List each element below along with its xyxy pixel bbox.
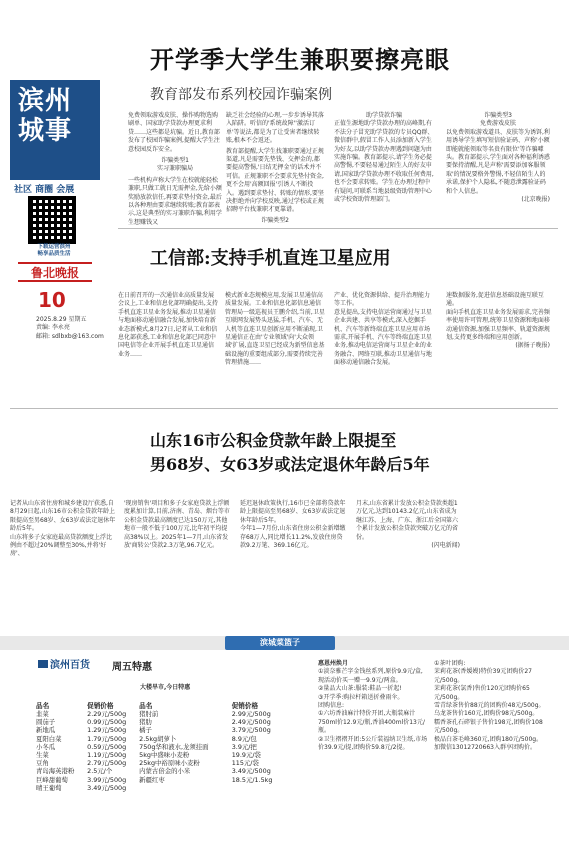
list-item: ②卫生褶褶开团:5公斤装福纳卫生纸,市场价39.9元/提,团购价59.8元/2提。	[318, 735, 428, 752]
table-cell: 0.99元/500g	[87, 718, 127, 727]
list-item: 糯香茶孔石碎银子售价198元,团购价108元/500g。	[434, 718, 543, 735]
issue-date: 2025.8.29 星期五	[36, 316, 87, 323]
table-cell: 1.19元/500g	[87, 751, 127, 760]
table-cell: 1.29元/500g	[87, 726, 127, 735]
table-row	[36, 767, 286, 775]
article2-headline: 工信部:支持手机直连卫星应用	[150, 248, 391, 269]
store-logo	[38, 656, 90, 671]
article3-col4	[356, 500, 460, 550]
table-cell: 19.9元/袋	[231, 751, 261, 760]
price-table	[36, 700, 286, 792]
table-row	[36, 776, 286, 784]
page-number: 10	[38, 288, 66, 312]
table-cell: 晴王葡萄	[36, 783, 62, 792]
table-cell: 猪肘前	[139, 710, 159, 718]
article1-col1-text: 免费领取游戏皮肤、操作购物选购刷单、国家助学贷款办理更求利贷……这些都是坑骗。近日,教育部发布了校园诈骗案例,提醒大学生注意校园反诈安全。	[128, 112, 220, 153]
col-header: 品名	[36, 702, 50, 710]
table-row	[36, 784, 286, 792]
table-row	[36, 710, 286, 718]
issue-meta	[36, 316, 106, 341]
article1-col3-body: 正值生源地助学贷款办理的高峰期,有不法分子冒充助学贷款的专员QQ群、微信群中,假冒工作人员添加新入学生为好友,以助学贷款办理遇到问题为由实施诈骗。教育部提示,请学生务必提高警惕,不要轻易通过陌生人的好友申请,国家助学贷款办理不收取任何费用,也不会要求转账。学生在办理过程中有疑问,可联系当地县级资助管理中心或学校资助管理部门。	[334, 120, 434, 204]
table-cell: 2.49元/500g	[231, 718, 271, 727]
table-cell: 0.59元/500g	[87, 742, 127, 751]
issue-editor: 责编: 李永亮	[36, 324, 70, 332]
table-cell: 750g华和液水,龙须挂面	[139, 742, 209, 751]
table-cell: 2.99元/500g	[231, 710, 271, 718]
weekly-special-title: 周五特惠	[112, 662, 152, 673]
divider	[10, 408, 558, 409]
article1-col3-label: 助学贷款诈骗	[365, 112, 402, 119]
article1-col2-more: 教育部提醒,大学生找兼职要通过正规渠道,凡是需要先垫钱、交押金的,都要提高警惕,'日结无押金'的话术并不可信。正规兼职不会要求先垫付资金,更不会用'高额回报'引诱人不断投入。遇到要求垫付、转账的情形,要坚决拒绝并向学校反映,通过学校或正规招聘平台找兼职才更靠谱。	[226, 147, 324, 214]
article1-col2	[226, 112, 324, 225]
table-cell: 圆茄子	[36, 718, 56, 727]
article1-col4-body: 以免费领取游戏道具、皮肤等为诱饵,利用诱导学生填写短信验证码、声称'小额即能就能领取等名贵有限位'等诈骗噱头。教育部提示,学生面对各种福利诱惑要保持清醒,凡是声称'需要添加客服领取'的情况要格外警惕,不轻信陌生人的承诺,保护个人隐私,不随意泄露验证码和个人信息。	[446, 128, 550, 195]
table-cell: 韭菜	[36, 710, 49, 718]
mid-promo-title: 惠恩州焕月	[318, 660, 349, 667]
table-cell: 115元/袋	[231, 759, 259, 768]
article2-source: (据扬子晚报)	[515, 342, 550, 350]
section-subtitle: 社区 商圈 会展	[14, 185, 75, 195]
table-cell	[232, 784, 286, 792]
store-logo-icon	[38, 660, 48, 668]
article3-col3: 延迟退休政策执行,16市已全部将贷款年龄上限提高至男68岁、女63岁或法定退休年龄后5年。 今年1—7月份,山东省住房公积金新增缴存68万人,同比增长11.2%,发放住房贷款9.2万笔、369.16亿元。	[240, 500, 346, 550]
article3-col4-text: 月末,山东省累计发放公积金贷款类超1万亿元,达到10143.2亿元,山东省成为继江苏、上海、广东、浙江后全国第六个累计发放公积金贷款突破万亿元的省份。	[356, 500, 459, 541]
article1-col1-body: 一些机构声称大学生在校就能轻松兼职,只做工就日无需押金,先给小额奖励放款信任,再要求垫付资金,最后以各种理由要求继续转账;教育部表示,这是典型的实习兼职诈骗,利用学生想赚钱又	[128, 176, 222, 226]
article1-col4-label: 诈骗类型3 免费游戏皮肤	[479, 112, 516, 128]
article2-col3: 产业、优化资源供给、提升治理能力等工作。 意见提出,支持电信运营商通过与卫星企业共建、共享等模式,深入挖掘手机、汽车等新终端直连卫星应用市场需求,开展手机、汽车等终端直连卫星业务,推动电信运营商与卫星企业的业务融合、网络互联,推动卫星通信与地面移动通信融合发展。	[334, 292, 432, 367]
table-cell: 豆角	[36, 759, 49, 768]
table-cell: 内蒙古倍金的小米	[139, 767, 191, 776]
store-name: 滨州百货	[50, 660, 90, 671]
article1-col1	[128, 112, 222, 227]
list-item: 雪青绿茶售价88元的团购价48元/500g。	[434, 702, 545, 710]
table-cell: 18.5元/1.5kg	[231, 775, 273, 784]
issue-email: 邮箱: sdlbxb@163.com	[36, 332, 104, 340]
article1-col4-source: (北京晚报)	[521, 196, 550, 204]
price-table-header	[36, 700, 286, 710]
table-cell: 2.79元/500g	[87, 759, 127, 768]
article1-subheadline: 教育部发布系列校园诈骗案例	[150, 87, 332, 103]
list-item: 茉莉花茶(香媛嫚)特价39元团购价27元/500g。	[434, 668, 532, 684]
table-cell: 青岛海英港粉	[36, 767, 75, 776]
list-item: 乌龙茶售价160元,团购价98元/500g。	[434, 710, 539, 718]
article1-col2-label: 诈骗类型2	[261, 216, 289, 224]
table-cell: 2.5kg胡萝卜	[139, 734, 177, 743]
article1-col2-text: 缺乏社会经验的心理,一步步诱导其落入陷阱。听信的'系统故障''激活订单'等说法,都是为了让受害者继续转账,根本不会返还。	[226, 112, 324, 145]
table-cell: 3.79元/500g	[231, 726, 271, 735]
table-cell	[139, 784, 232, 792]
list-item: 极品白茶毛峰360元,团购180元/500g。	[434, 735, 543, 743]
article2-col4-text: 速数据服务,促进信息基础设施互联互通。 面向手机直连卫星业务发展需求,完善频率使用许可管理,统筹卫星资源和地面移动通信资源,加强卫星频率、轨道资源规划,支持更多终端和应用创新。	[446, 292, 550, 342]
table-cell: 新地瓜	[36, 726, 56, 735]
tea-promo-list	[434, 668, 546, 752]
article3-headline-line1: 山东16市公积金贷款年龄上限提至	[150, 431, 397, 450]
list-item: ①六坊香油麻汁特价开团,大瓶装麻汁750ml价12.9元/瓶,香油400ml价13元/瓶。	[318, 710, 425, 735]
article1-headline: 开学季大学生兼职要擦亮眼	[150, 45, 450, 74]
table-cell: 新疆红枣	[139, 775, 165, 784]
col-header: 品名	[139, 702, 153, 710]
table-cell: 巨峰甜葡萄	[36, 775, 68, 784]
table-row	[36, 718, 286, 726]
list-item: 团购信息:	[318, 702, 345, 710]
list-item: 茉莉花茶(氯香)售价120元团购价65元/500g。	[434, 685, 530, 701]
table-cell: 3.49元/500g	[87, 783, 127, 792]
article3-col2: '现房销售'项目和多子女家庭贷款上浮额度累加计算,目前,济南、青岛、烟台等市公积金贷款最高额度已达150万元,其他地市一般不低于100万元,比年初平均提高38%以上。2025年1—7月,山东省发放'商转公'贷款2.3万笔,96.7亿元。	[124, 500, 230, 550]
table-cell: 夏阳白菜	[36, 734, 62, 743]
article1-col3	[334, 112, 434, 204]
table-cell: 3.49元/500g	[231, 767, 271, 776]
col-header: 促销价格	[87, 702, 114, 710]
qr-code-icon[interactable]	[28, 196, 76, 244]
table-cell: 生菜	[36, 751, 49, 760]
table-cell: 1.79元/500g	[87, 734, 127, 743]
divider	[118, 228, 558, 229]
article2-col4	[446, 292, 550, 351]
article1-col1-label: 诈骗类型1 实习兼职骗局	[156, 157, 193, 173]
table-cell: 猪肋	[139, 718, 152, 727]
tea-promo-title: ①茶叶团购:	[434, 660, 466, 667]
tea-promo-column	[434, 660, 546, 752]
table-cell: 2.29元/500g	[87, 710, 127, 718]
table-row	[36, 743, 286, 751]
article3-col1: 记者从山东省住房和城乡建设厅获悉,自8月29日起,山东16市公积金贷款年龄上限提高至男68岁、女63岁或法定退休年龄后5年。 山东将多子女家庭最高贷款额度上浮比例由不超过20%调整至30%,并将'好房'、	[10, 500, 116, 558]
table-cell: 25kg中裕原味小麦粉	[139, 759, 200, 768]
article1-col4	[446, 112, 550, 204]
article3-headline-line2: 男68岁、女63岁或法定退休年龄后5年	[150, 455, 430, 474]
mid-promo-list	[318, 668, 428, 752]
newspaper-logo: 鲁北晚报	[18, 262, 92, 282]
article2-col2: 模式新业态规模应用,发展卫星通信高质量发展。工业和信息化部信息通信管理局一级巡视员王鹏介绍,当前,卫星互联网发展势头迅猛,手机、汽车、无人机等直连卫星创新应用不断涌现,卫星通信正在由'专业领域'向'大众领域'扩展,直连卫星已经成为新型信息基础设施的重要组成部分,需要持续完善管理措施……	[225, 292, 325, 367]
col-header: 促销价格	[231, 702, 259, 710]
table-row	[36, 726, 286, 734]
table-cell: 3.9元/把	[231, 742, 257, 751]
table-row	[36, 751, 286, 759]
table-cell: 5kg中盛味小麦粉	[139, 751, 190, 760]
brand-block	[10, 80, 100, 180]
brand-title: 滨州城事	[18, 86, 73, 146]
table-row	[36, 735, 286, 743]
list-item: ②量品大山茶:服装:鞋品一折起!	[318, 685, 402, 693]
qr-caption: 下载运营滨州 畅享品质生活	[37, 244, 71, 257]
article2-col1: 在日前召开的一次通信业高质量发展会议上,工业和信息化部明确提出,支持手机直连卫星业务发展,推动卫星通信与地面移动通信融合发展,加快培育新业态新模式,8月27日,记者从工业和信息化部获悉,工业和信息化部已同意中国电信等企业开展手机直连卫星通信业务……	[118, 292, 218, 358]
list-item: ③开学季:购拉杆箱送折叠雨伞。	[318, 693, 404, 701]
table-cell: 小冬瓜	[36, 742, 56, 751]
table-cell: 2.5元/个	[87, 767, 113, 776]
article3-source: (闪电新闻)	[431, 542, 460, 550]
table-cell: 橘子	[139, 726, 152, 735]
shopping-band-title: 滨城菜篮子	[225, 636, 335, 650]
store-location: 大楼旱市,今日特惠	[140, 684, 191, 691]
table-cell: 3.99元/500g	[87, 775, 127, 784]
table-cell: 8.9元/包	[231, 734, 257, 743]
list-item: 加微信13012720663入群享团购价。	[434, 744, 536, 752]
mid-promo-column	[318, 660, 428, 752]
list-item: ①淡奈雅芒字金钱丝系列,原价9.9元/盒,现活动价买一赠一9.9元/两盒。	[318, 668, 423, 684]
